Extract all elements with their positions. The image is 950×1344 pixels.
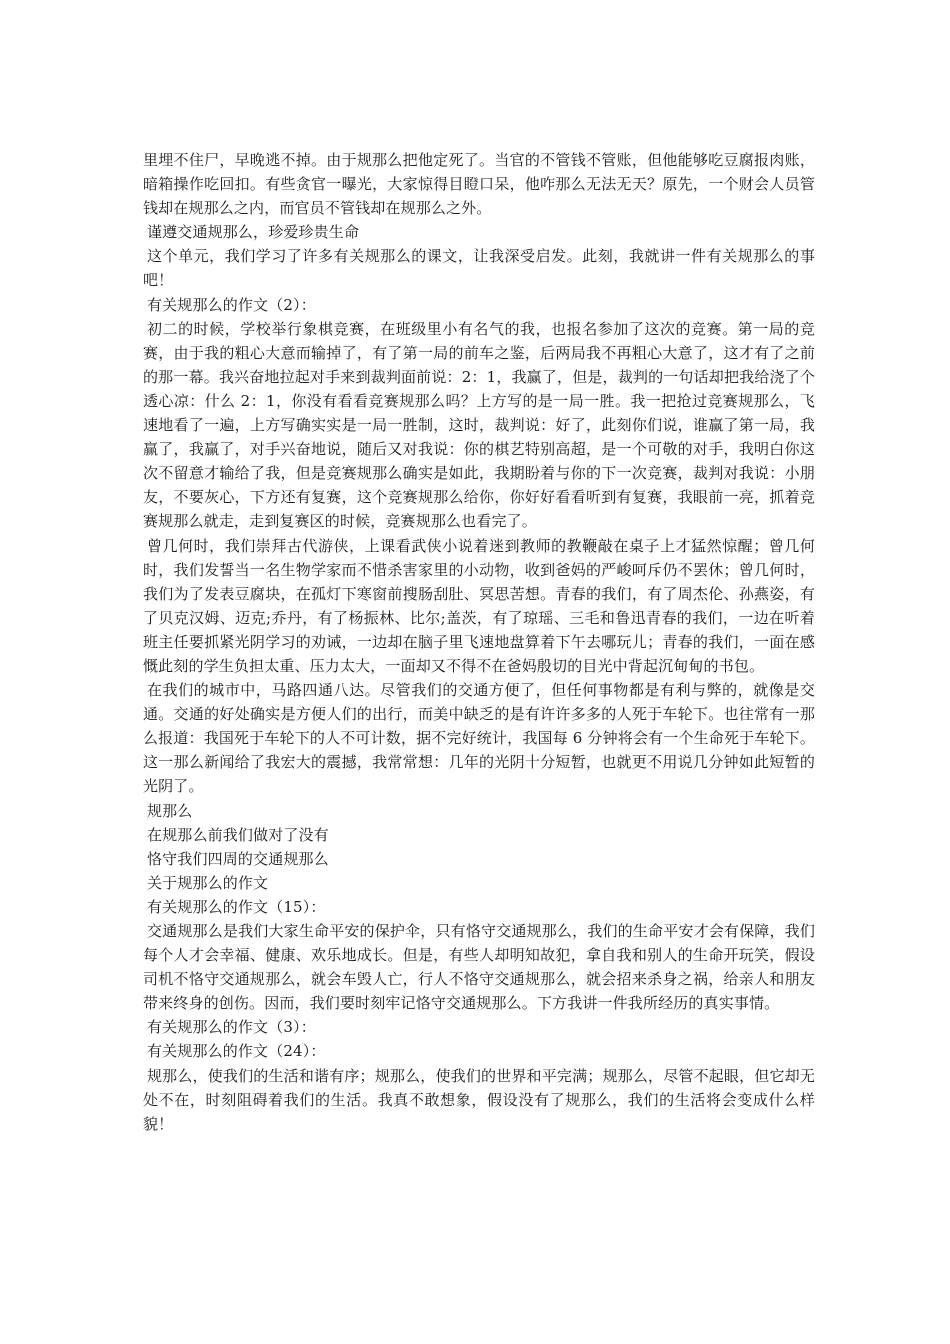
paragraph: 交通规那么是我们大家生命平安的保护伞，只有恪守交通规那么，我们的生命平安才会有保障，我们每个人才会幸福、健康、欢乐地成长。但是，有些人却明知故犯，拿自我和别人的生命开玩笑，假设司机不恪守交通规那么，就会车毁人亡，行人不恪守交通规那么，就会招来杀身之祸，给亲人和朋友带来终身的创伤。因而，我们要时刻牢记恪守交通规那么。下方我讲一件我所经历的真实事情。 bbox=[143, 922, 815, 1013]
paragraph-heading: 恪守我们四周的交通规那么 bbox=[147, 849, 329, 868]
paragraph-heading: 有关规那么的作文（24）： bbox=[147, 1042, 326, 1061]
paragraph-heading: 有关规那么的作文（15）： bbox=[147, 897, 326, 916]
paragraph-heading: 关于规那么的作文 bbox=[147, 873, 269, 892]
paragraph-heading: 有关规那么的作文（2）： bbox=[147, 295, 316, 314]
paragraph: 曾几何时，我们崇拜古代游侠，上课看武侠小说着迷到教师的教鞭敲在桌子上才猛然惊醒；曾几何时，我们发誓当一名生物学家而不惜杀害家里的小动物，收到爸妈的严峻呵斥仍不罢休；曾几何时，我们为了发表豆腐块，在孤灯下寒窗前搜肠刮肚、冥思苦想。青春的我们，有了周杰伦、孙燕姿，有了贝克汉姆、迈克;乔丹，有了杨振林、比尔;盖茨，有了琼瑶、三毛和鲁迅青春的我们，一边在听着班主任要抓紧光阴学习的劝诫，一边却在脑子里飞速地盘算着下午去哪玩儿；青春的我们，一面在感慨此刻的学生负担太重、压力太大，一面却又不得不在爸妈殷切的目光中背起沉甸甸的书包。 bbox=[143, 536, 815, 675]
paragraph-heading: 规那么 bbox=[147, 801, 193, 820]
paragraph: 在我们的城市中，马路四通八达。尽管我们的交通方便了，但任何事物都是有利与弊的，就像是交通。交通的好处确实是方便人们的出行，而美中缺乏的是有许许多多的人死于车轮下。也往常有一那么报道：我国死于车轮下的人不可计数，据不完好统计，我国每 6 分钟将会有一个生命死于车轮下。这一那么新闻给了我宏大的震撼，我常常想：几年的光阴十分短暂，也就更不用说几分钟如此短暂的光阴了。 bbox=[143, 681, 815, 796]
paragraph: 这个单元，我们学习了许多有关规那么的课文，让我深受启发。此刻，我就讲一件有关规那么的事吧！ bbox=[143, 247, 815, 290]
paragraph: 初二的时候，学校举行象棋竞赛，在班级里小有名气的我，也报名参加了这次的竞赛。第一局的竞赛，由于我的粗心大意而输掉了，有了第一局的前车之鉴，后两局我不再粗心大意了，这才有了之前的那一幕。我兴奋地拉起对手来到裁判面前说：2：1，我赢了，但是，裁判的一句话却把我给浇了个透心凉：什么 2：1，你没有看看竞赛规那么吗？上方写的是一局一胜。我一把抢过竞赛规那么，飞速地看了一遍，上方写确实实是一局一胜制，这时，裁判说：好了，此刻你们说，谁赢了第一局，我赢了，我赢了，对手兴奋地说，随后又对我说：你的棋艺特别高超，是一个可敬的对手，我明白你这次不留意才输给了我，但是竞赛规那么确实是如此，我期盼着与你的下一次竞赛，裁判对我说：小朋友，不要灰心，下方还有复赛，这个竞赛规那么给你，你好好看看听到有复赛，我眼前一亮，抓着竞赛规那么就走，走到复赛区的时候，竞赛规那么也看完了。 bbox=[143, 319, 815, 531]
paragraph: 里埋不住尸，早晚逃不掉。由于规那么把他定死了。当官的不管钱不管账，但他能够吃豆腐报肉账，暗箱操作吃回扣。有些贪官一曝光，大家惊得目瞪口呆，他咋那么无法无天？原先，一个财会人员管钱却在规那么之内，而官员不管钱却在规那么之外。 bbox=[143, 151, 815, 218]
paragraph-heading: 谨遵交通规那么，珍爱珍贵生命 bbox=[147, 223, 360, 242]
paragraph: 规那么，使我们的生活和谐有序；规那么，使我们的世界和平完满；规那么，尽管不起眼，但它却无处不在，时刻阻碍着我们的生活。我真不敢想象，假设没有了规那么，我们的生活将会变成什么样貌！ bbox=[143, 1066, 815, 1133]
document-body bbox=[143, 148, 815, 1136]
paragraph-heading: 有关规那么的作文（3）： bbox=[147, 1018, 316, 1037]
paragraph-heading: 在规那么前我们做对了没有 bbox=[147, 825, 329, 844]
